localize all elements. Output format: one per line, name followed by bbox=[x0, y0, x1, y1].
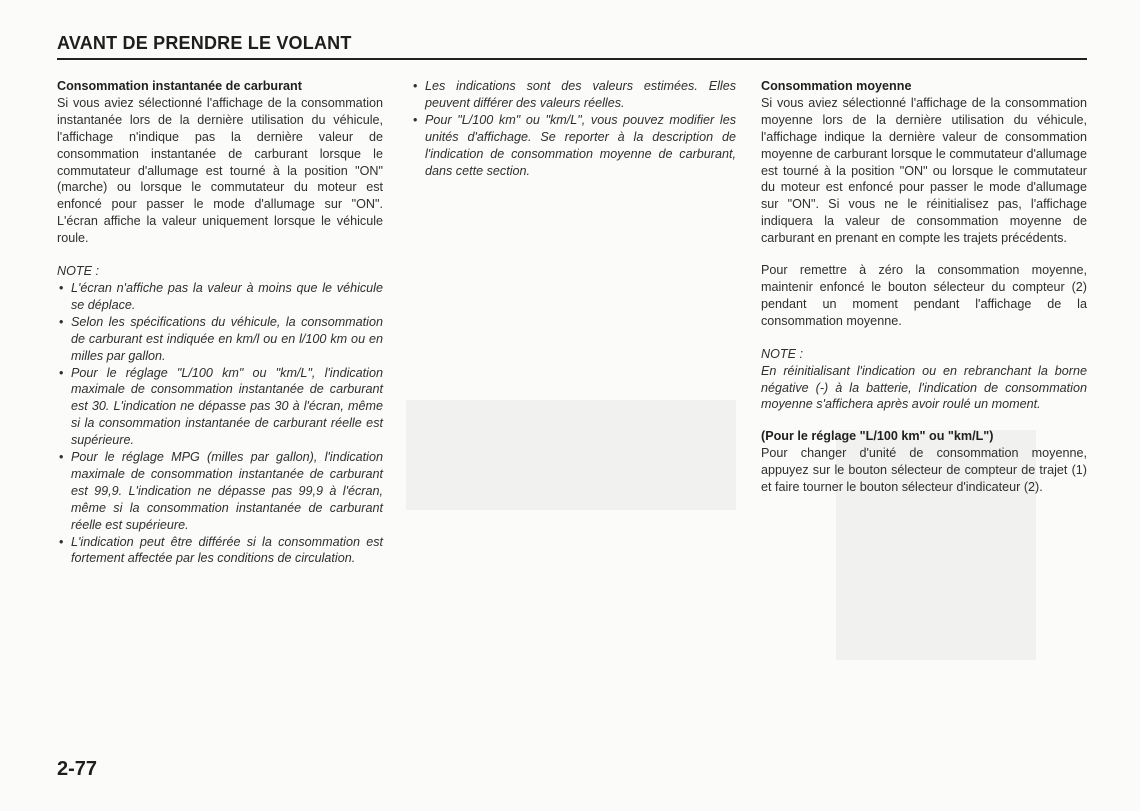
note-title: NOTE : bbox=[761, 346, 803, 361]
note-item: • L'indication peut être différée si la consommation est fortement affectée par les conditions de circulation. bbox=[57, 534, 383, 568]
note-list-continued bbox=[411, 78, 736, 179]
section-heading-average-consumption: Consommation moyenne bbox=[761, 79, 912, 93]
subheading-unit-setting: (Pour le réglage "L/100 km" ou "km/L") bbox=[761, 429, 994, 444]
paragraph-average-consumption: Si vous aviez sélectionné l'affichage de la consommation moyenne lors de la dernière utilisation du véhicule, l'affichage indique la dernière valeur de consommation moyenne de carburant lorsque le commutateur d'allumage est tourné à la position "ON" ou lorsque le commutateur du moteur est enfoncé pour passer le mode d'allumage sur "ON". Si vous ne le réinitialisez pas, l'affichage indiquera la valeur de consommation moyenne de carburant en prenant en compte les trajets précédents. bbox=[761, 95, 1087, 246]
note-list bbox=[57, 280, 383, 567]
paragraph-reset-average: Pour remettre à zéro la consommation moyenne, maintenir enfoncé le bouton sélecteur du compteur (2) pendant un moment pendant l'affichage de la consommation moyenne. bbox=[761, 263, 1087, 328]
section-heading-instant-consumption: Consommation instantanée de carburant bbox=[57, 79, 302, 93]
note-item: • Pour "L/100 km" ou "km/L", vous pouvez modifier les unités d'affichage. Se reporter à la description de l'indication de consommation moyenne de carburant, dans cette section. bbox=[411, 112, 736, 180]
paragraph-instant-consumption: Si vous aviez sélectionné l'affichage de la consommation instantanée lors de la dernière utilisation du véhicule, l'affichage n'indique pas la dernière valeur de consommation instantanée de carburant lorsque le commutateur d'allumage est tourné à la position "ON" (marche) ou lorsque le commutateur du moteur est enfoncé pour passer le mode d'allumage sur "ON". L'écran affiche la valeur uniquement lorsque le véhicule roule. bbox=[57, 95, 383, 246]
note-title: NOTE : bbox=[57, 264, 99, 279]
note-text: En réinitialisant l'indication ou en rebranchant la borne négative (-) à la batterie, l'indication de consommation moyenne s'affichera après avoir roulé un moment. bbox=[761, 363, 1087, 412]
page-header-title: AVANT DE PRENDRE LE VOLANT bbox=[57, 33, 352, 53]
note-item: • Les indications sont des valeurs estimées. Elles peuvent différer des valeurs réelles. bbox=[411, 78, 736, 112]
paragraph-change-unit: Pour changer d'unité de consommation moyenne, appuyez sur le bouton sélecteur de compteur de trajet (1) et faire tourner le bouton sélecteur d'indicateur (2). bbox=[761, 446, 1087, 495]
column-left bbox=[57, 78, 383, 567]
bleed-through-box bbox=[406, 400, 736, 510]
column-right bbox=[761, 78, 1087, 496]
note-item: • L'écran n'affiche pas la valeur à moins que le véhicule se déplace. bbox=[57, 280, 383, 314]
note-item: • Pour le réglage "L/100 km" ou "km/L", l'indication maximale de consommation instantanée de carburant est 30. L'indication ne dépasse pas 30 à l'écran, même si la consommation instantanée de carburant réelle est supérieure. bbox=[57, 365, 383, 450]
header-divider bbox=[57, 58, 1087, 60]
column-middle bbox=[411, 78, 736, 179]
note-item: • Pour le réglage MPG (milles par gallon), l'indication maximale de consommation instantanée de carburant est 99,9. L'indication ne dépasse pas 99,9 à l'écran, même si la consommation instantanée de carburant réelle est supérieure. bbox=[57, 449, 383, 534]
note-item: • Selon les spécifications du véhicule, la consommation de carburant est indiquée en km/l ou en l/100 km ou en milles par gallon. bbox=[57, 314, 383, 365]
page-number: 2-77 bbox=[57, 758, 98, 780]
